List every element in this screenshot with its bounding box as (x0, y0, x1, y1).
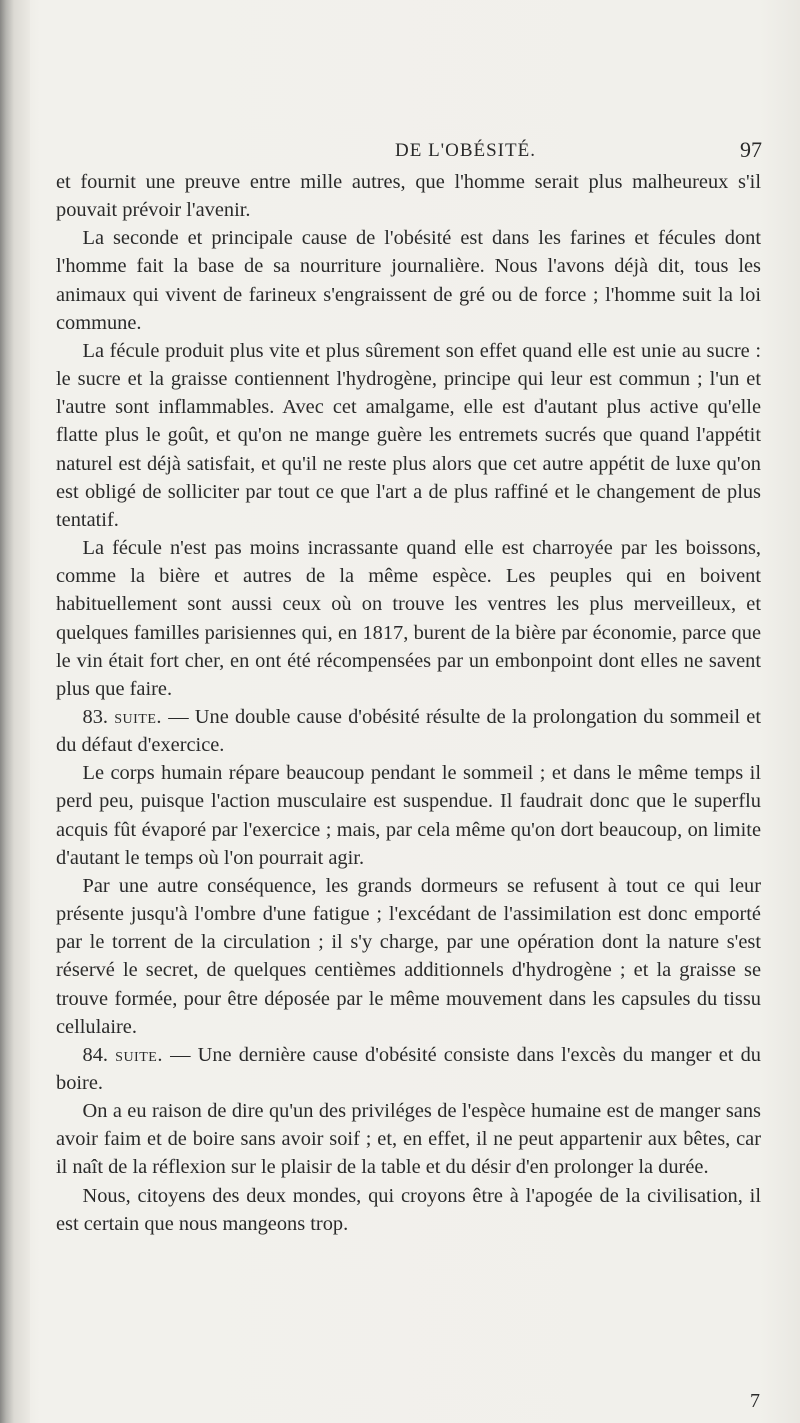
paragraph: La fécule produit plus vite et plus sûrement son effet quand elle est unie au sucre : le sucre et la graisse contiennent l'hydrogène, principe qui leur est commun ; l'un et l'autre sont inflammables. Avec cet amalgame, elle est d'autant plus active qu'elle flatte plus le goût, et qu'on ne mange guère les entremets sucrés que quand l'appétit naturel est déjà satisfait, et qu'il ne reste plus alors que cet autre appétit de luxe qu'on est obligé de solliciter par tout ce que l'art a de plus raffiné et le changement de plus tentatif. (56, 339, 761, 531)
section-paragraph: 83. suite. — Une double cause d'obésité résulte de la prolongation du sommeil et du défaut d'exercice. (56, 705, 761, 757)
section-paragraph: 84. suite. — Une dernière cause d'obésité consiste dans l'excès du manger et du boire. (56, 1043, 761, 1094)
binding-shadow (0, 0, 30, 1423)
page-number: 97 (740, 137, 762, 162)
signature-mark: 7 (750, 1390, 760, 1412)
section-label: suite. (115, 1043, 163, 1066)
paragraph: On a eu raison de dire qu'un des priviléges de l'espèce humaine est de manger sans avoir faim et de boire sans avoir soif ; et, en effet, il ne peut appartenir aux bêtes, car il naît de la réflexion sur le plaisir de la table et du désir d'en prolonger la durée. (56, 1100, 761, 1179)
section-label: suite. (114, 705, 162, 728)
page-header (0, 137, 800, 170)
paragraph: La fécule n'est pas moins incrassante quand elle est charroyée par les boissons, comme la bière et autres de la même espèce. Les peuples qui en boivent habituellement sont aussi ceux où on trouve les ventres les plus merveilleux, et quelques familles parisiennes qui, en 1817, burent de la bière par économie, parce que le vin était fort cher, en ont été récompensées par un embonpoint dont elles ne savent plus que faire. (56, 537, 761, 700)
running-head: DE L'OBÉSITÉ. (395, 140, 536, 161)
paragraph: La seconde et principale cause de l'obésité est dans les farines et fécules dont l'homme fait la base de sa nourriture journalière. Nous l'avons déjà dit, tous les animaux qui vivent de farineux s'engraissent de gré ou de force ; l'homme suit la loi commune. (56, 227, 761, 334)
body-text (56, 168, 761, 1238)
paragraph: Nous, citoyens des deux mondes, qui croyons être à l'apogée de la civilisation, il est certain que nous mangeons trop. (56, 1184, 761, 1235)
section-number: 84. (82, 1043, 109, 1066)
paragraph: et fournit une preuve entre mille autres, que l'homme serait plus malheureux s'il pouvait prévoir l'avenir. (56, 171, 761, 222)
section-number: 83. (82, 705, 109, 728)
paragraph: Par une autre conséquence, les grands dormeurs se refusent à tout ce qui leur présente jusqu'à l'ombre d'une fatigue ; l'excédant de l'assimilation est donc emporté par le torrent de la circulation ; il s'y charge, par une opération dont la nature s'est réservé le secret, de quelques centièmes additionnels d'hydrogène ; et la graisse se trouve formée, pour être déposée par le même mouvement dans les capsules du tissu cellulaire. (56, 874, 761, 1038)
paragraph: Le corps humain répare beaucoup pendant le sommeil ; et dans le même temps il perd peu, puisque l'action musculaire est suspendue. Il faudrait donc que le superflu acquis fût évaporé par l'exercice ; mais, par cela même qu'on dort beaucoup, on limite d'autant le temps où l'on pourrait agir. (56, 762, 761, 869)
